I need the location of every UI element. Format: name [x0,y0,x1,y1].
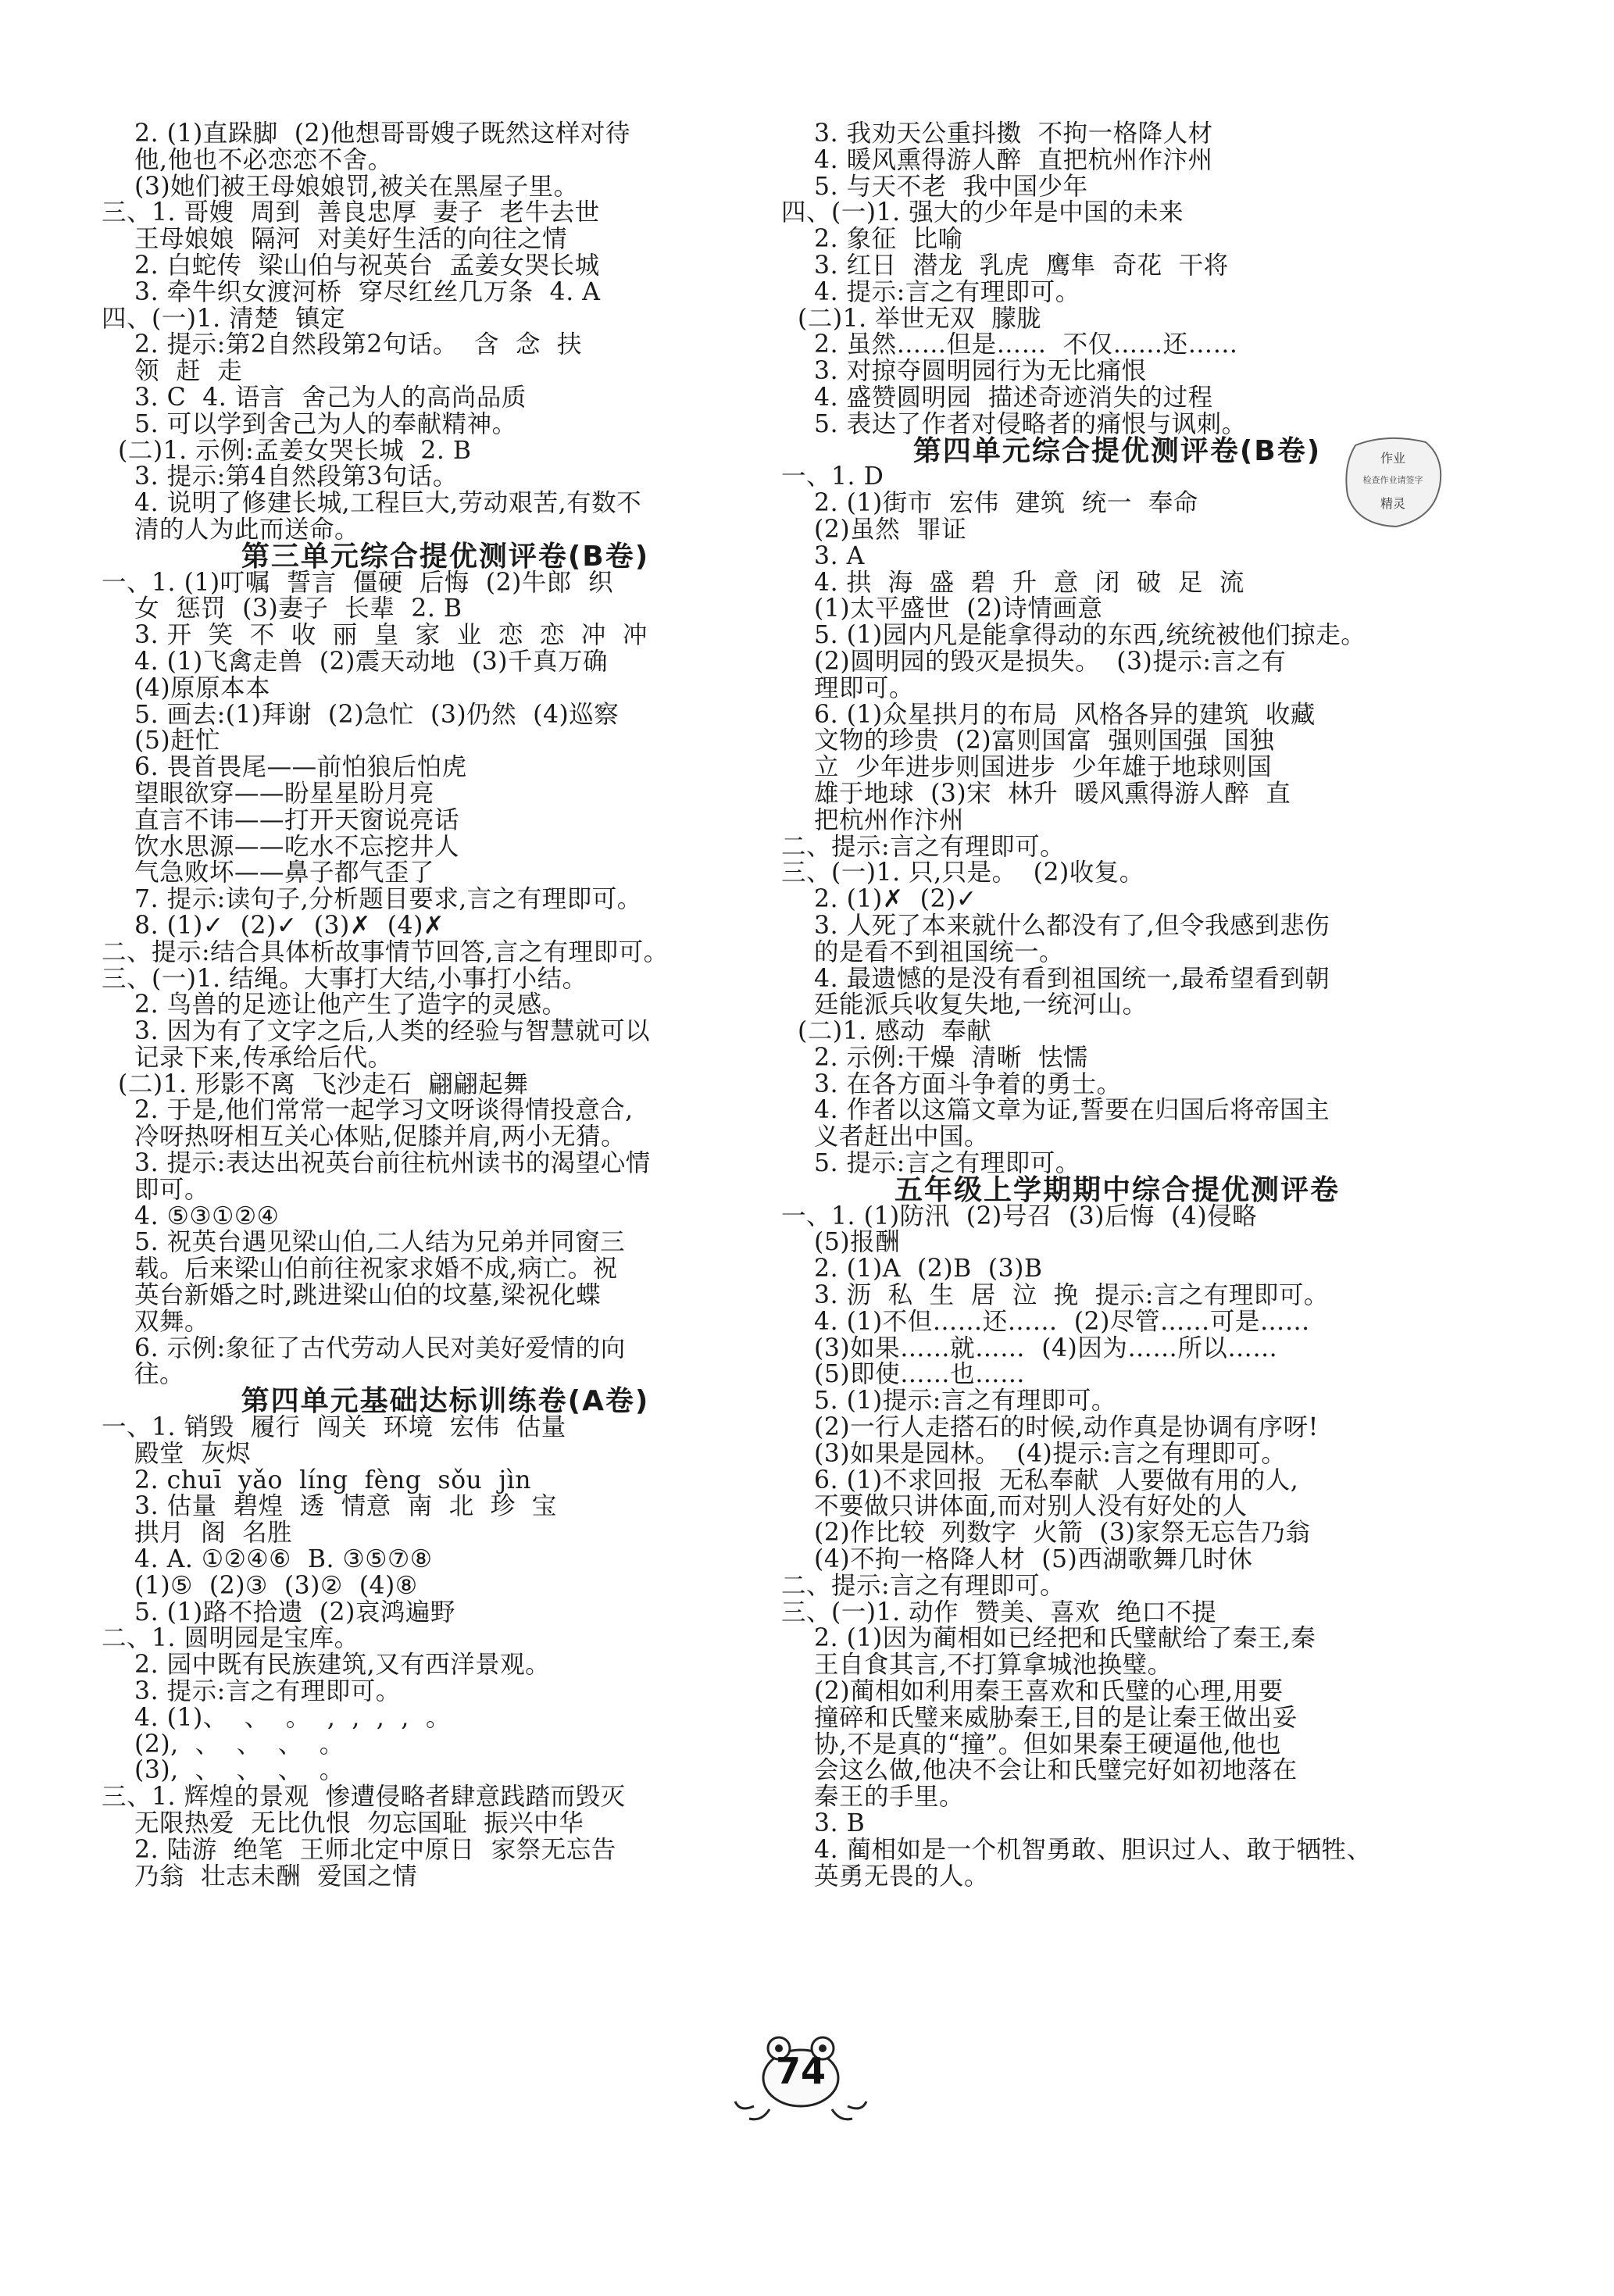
answer-line: 4. (1)飞禽走兽 (2)震天动地 (3)千真万确 [102,647,609,676]
answer-line: 一、1. (1)叮嘱 誓言 僵硬 后悔 (2)牛郎 织 [102,568,613,597]
answer-line: (2)作比较 列数字 火箭 (3)家祭无忘告乃翁 [781,1519,1311,1548]
answer-line: 3. 估量 碧煌 透 情意 南 北 珍 宝 [102,1492,557,1521]
answer-line: 4. 盛赞圆明园 描述奇迹消失的过程 [781,383,1213,412]
answer-line: 领 赶 走 [102,357,243,386]
answer-line: 2. 鸟兽的足迹让他产生了造字的灵感。 [102,991,567,1019]
answer-line: 三、(一)1. 只,只是。 (2)收复。 [781,859,1144,887]
answer-line: 撞碎和氏璧来威胁秦王,目的是让秦王做出妥 [781,1703,1298,1732]
answer-line: (5)赶忙 [102,727,221,755]
answer-line: 4. 拱 海 盛 碧 升 意 闭 破 足 流 [781,568,1244,597]
answer-line: (2)一行人走搭石的时候,动作真是协调有序呀! [781,1413,1319,1442]
answer-line: 5. 祝英台遇见梁山伯,二人结为兄弟并同窗三 [102,1228,626,1257]
answer-line: 8. (1)✓ (2)✓ (3)✗ (4)✗ [102,911,445,940]
answer-line: 会这么做,他决不会让和氏璧完好如初地落在 [781,1756,1298,1785]
left-column [102,121,758,1890]
answer-line: 4. 作者以这篇文章为证,誓要在归国后将帝国主 [781,1096,1330,1125]
answer-line: 雄于地球 (3)宋 林升 暖风熏得游人醉 直 [781,779,1291,808]
answer-line: 3. B [781,1809,866,1837]
answer-line: 殿堂 灰烬 [102,1439,252,1468]
stamp-bottom-text: 精灵 [1380,496,1406,511]
answer-line: 5. (1)路不拾遗 (2)哀鸿遍野 [102,1598,455,1626]
answer-line: 理即可。 [781,673,915,702]
answer-line: 3. 人死了本来就什么都没有了,但令我感到悲伤 [781,911,1330,940]
answer-line: 4. 暖风熏得游人醉 直把杭州作汴州 [781,145,1213,174]
answer-line: 2. 陆游 绝笔 王师北定中原日 家祭无忘告 [102,1835,616,1864]
answer-line: 廷能派兵收复失地,一统河山。 [781,991,1148,1019]
page-number: 74 [775,2050,826,2092]
section-heading: 第四单元综合提优测评卷(B卷) [912,434,1322,467]
answer-line: 3. 红日 潜龙 乳虎 鹰隼 奇花 干将 [781,251,1229,280]
section-heading: 第三单元综合提优测评卷(B卷) [241,540,650,573]
homework-stamp-icon [1340,431,1448,531]
stamp-top-text: 作业 [1380,451,1406,466]
answer-line: (4)原原本本 [102,673,271,702]
answer-line: (3), 、 、 、 。 [102,1756,345,1785]
right-column [781,121,1453,1890]
answer-line: 4. (1)、 、 。 , , , , 。 [102,1703,451,1732]
answer-line: 5. 与天不老 我中国少年 [781,172,1088,201]
answer-line: 7. 提示:读句子,分析题目要求,言之有理即可。 [102,885,642,914]
answer-line: 一、1. (1)防汛 (2)号召 (3)后悔 (4)侵略 [781,1202,1258,1230]
answer-line: (二)1. 形影不离 飞沙走石 翩翩起舞 [102,1069,529,1098]
answer-line: 三、(一)1. 动作 赞美、喜欢 绝口不提 [781,1598,1217,1626]
answer-line: 2. (1)✗ (2)✓ [781,885,977,914]
page-number-badge [730,2031,871,2125]
answer-line: 王母娘娘 隔河 对美好生活的向往之情 [102,225,568,254]
answer-line: 清的人为此而送命。 [102,515,360,544]
answer-line: 5. (1)园内凡是能拿得动的东西,统统被他们掠走。 [781,621,1366,650]
answer-line: 双舞。 [102,1307,210,1336]
answer-line: 三、1. 哥嫂 周到 善良忠厚 妻子 老牛去世 [102,198,600,227]
answer-line: 他,他也不必恋恋不舍。 [102,145,393,174]
answer-line: 3. 提示:言之有理即可。 [102,1677,401,1706]
answer-line: 6. 畏首畏尾——前怕狼后怕虎 [102,753,467,782]
answer-line: 把杭州作汴州 [781,805,965,834]
answer-line: 3. 我劝天公重抖擞 不拘一格降人材 [781,120,1213,148]
answer-line: 立 少年进步则国进步 少年雄于地球则国 [781,753,1273,782]
answer-line: 4. ⑤③①②④ [102,1202,280,1230]
answer-line: 4. 说明了修建长城,工程巨大,劳动艰苦,有数不 [102,489,642,518]
answer-line: (4)不拘一格降人材 (5)西湖歌舞几时休 [781,1545,1253,1574]
section-heading: 第四单元基础达标训练卷(A卷) [241,1385,650,1418]
answer-line: 不要做只讲体面,而对别人没有好处的人 [781,1492,1248,1521]
answer-line: 2. 提示:第2自然段第2句话。 含 念 扶 [102,330,582,359]
answer-line: 秦王的手里。 [781,1783,965,1812]
answer-line: 二、提示:言之有理即可。 [781,1571,1066,1600]
answer-line: 文物的珍贵 (2)富则国富 强则国强 国独 [781,727,1275,755]
answer-line: (5)报酬 [781,1228,901,1257]
answer-line: (3)她们被王母娘娘罚,被关在黑屋子里。 [102,172,579,201]
answer-line: 望眼欲穿——盼星星盼月亮 [102,779,435,808]
answer-line: 3. 沥 私 生 居 泣 挽 提示:言之有理即可。 [781,1281,1329,1310]
answer-line: 英台新婚之时,跳进梁山伯的坟墓,梁祝化蝶 [102,1281,602,1310]
answer-line: 乃翁 壮志未酬 爱国之情 [102,1862,418,1891]
answer-line: 2. (1)A (2)B (3)B [781,1255,1043,1284]
answer-line: (2), 、 、 、 。 [102,1730,345,1759]
answer-line: 三、(一)1. 结绳。大事打大结,小事打小结。 [102,964,587,993]
answer-line: 3. 牵牛织女渡河桥 穿尽红丝几万条 4. A [102,277,601,306]
answer-line: 5. 表达了作者对侵略者的痛恨与讽刺。 [781,409,1247,438]
answer-line: 2. 白蛇传 梁山伯与祝英台 孟姜女哭长城 [102,251,600,280]
answer-line: (3)如果是园林。 (4)提示:言之有理即可。 [781,1439,1287,1468]
answer-line: 4. 蔺相如是一个机智勇敢、胆识过人、敢于牺牲、 [781,1835,1372,1864]
answer-line: 4. 提示:言之有理即可。 [781,277,1080,306]
answer-line: 4. A. ①②④⑥ B. ③⑤⑦⑧ [102,1545,433,1574]
answer-line: 拱月 阁 名胜 [102,1519,293,1548]
answer-line: 女 惩罚 (3)妻子 长辈 2. B [102,595,462,623]
answer-line: 3. 开 笑 不 收 丽 皇 家 业 恋 恋 冲 冲 [102,621,648,650]
answer-line: 二、1. 圆明园是宝库。 [102,1624,359,1653]
answer-line: 无限热爱 无比仇恨 勿忘国耻 振兴中华 [102,1809,584,1837]
answer-line: (2)圆明园的毁灭是损失。 (3)提示:言之有 [781,647,1287,676]
answer-line: 2. (1)街市 宏伟 建筑 统一 奉命 [781,489,1198,518]
answer-line: 三、1. 辉煌的景观 惨遭侵略者肆意践踏而毁灭 [102,1783,626,1812]
answer-line: 6. (1)众星拱月的布局 风格各异的建筑 收藏 [781,700,1316,729]
answer-line: (二)1. 示例:孟姜女哭长城 2. B [102,436,472,465]
answer-line: 2. chuī yǎo líng fèng sǒu jìn [102,1466,531,1494]
answer-line: 英勇无畏的人。 [781,1862,990,1891]
answer-line: 2. (1)直跺脚 (2)他想哥哥嫂子既然这样对待 [102,120,630,148]
answer-line: 3. 在各方面斗争着的勇士。 [781,1069,1122,1098]
answer-line: 饮水思源——吃水不忘挖井人 [102,832,460,861]
answer-line: 5. 提示:言之有理即可。 [781,1149,1080,1178]
answer-line: 协,不是真的“撞”。但如果秦王硬逼他,他也 [781,1730,1282,1759]
answer-line: 3. 对掠夺圆明园行为无比痛恨 [781,357,1147,386]
answer-line: 3. A [781,541,865,570]
answer-line: 6. 示例:象征了古代劳动人民对美好爱情的向 [102,1334,626,1362]
answer-line: (二)1. 感动 奉献 [781,1017,992,1046]
answer-line: 二、提示:结合具体析故事情节回答,言之有理即可。 [102,937,669,966]
answer-line: 2. 园中既有民族建筑,又有西洋景观。 [102,1651,551,1680]
answer-line: 一、1. D [781,462,884,491]
answer-line: 往。 [102,1360,185,1389]
answer-line: (1)太平盛世 (2)诗情画意 [781,595,1103,623]
answer-line: 2. 虽然……但是…… 不仅……还…… [781,330,1238,359]
answer-line: 6. (1)不求回报 无私奉献 人要做有用的人, [781,1466,1299,1494]
answer-line: 2. 象征 比喻 [781,225,963,254]
section-heading: 五年级上学期期中综合提优测评卷 [894,1173,1340,1206]
answer-line: (5)即使……也…… [781,1360,1026,1389]
answer-line: 5. 画去:(1)拜谢 (2)急忙 (3)仍然 (4)巡察 [102,700,620,729]
answer-line: 四、(一)1. 清楚 镇定 [102,304,346,333]
answer-line: 冷呀热呀相互关心体贴,促膝并肩,两小无猜。 [102,1123,627,1152]
answer-line: (2)虽然 罪证 [781,515,967,544]
answer-line: 5. 可以学到舍己为人的奉献精神。 [102,409,517,438]
answer-line: 气急败坏——鼻子都气歪了 [102,859,435,887]
answer-line: (2)蔺相如利用秦王喜欢和氏璧的心理,用要 [781,1677,1284,1706]
answer-line: (3)如果……就…… (4)因为……所以…… [781,1334,1278,1362]
answer-line: 3. 因为有了文字之后,人类的经验与智慧就可以 [102,1017,651,1046]
answer-line: 王自食其言,不打算拿城池换璧。 [781,1651,1173,1680]
answer-line: 2. (1)因为蔺相如已经把和氏璧献给了秦王,秦 [781,1624,1316,1653]
answer-line: 一、1. 销毁 履行 闯关 环境 宏伟 估量 [102,1413,566,1442]
answer-line: 2. 于是,他们常常一起学习文呀谈得情投意合, [102,1096,634,1125]
answer-line: 二、提示:言之有理即可。 [781,832,1066,861]
answer-line: 直言不讳——打开天窗说亮话 [102,805,460,834]
answer-line: 四、(一)1. 强大的少年是中国的未来 [781,198,1184,227]
answer-line: 3. 提示:第4自然段第3句话。 [102,462,458,491]
answer-line: 即可。 [102,1175,210,1204]
stamp-middle-text: 检查作业请签字 [1362,475,1423,485]
answer-line: 3. C 4. 语言 舍己为人的高尚品质 [102,383,527,412]
answer-line: (二)1. 举世无双 朦胧 [781,304,1042,333]
answer-line: 3. 提示:表达出祝英台前往杭州读书的渴望心情 [102,1149,651,1178]
answer-line: 2. 示例:干燥 清晰 怯懦 [781,1043,1088,1072]
answer-line: 4. (1)不但……还…… (2)尽管……可是…… [781,1307,1310,1336]
answer-line: 4. 最遗憾的是没有看到祖国统一,最希望看到朝 [781,964,1330,993]
answer-line: 5. (1)提示:言之有理即可。 [781,1387,1116,1416]
answer-line: 载。后来梁山伯前往祝家求婚不成,病亡。祝 [102,1255,618,1284]
answer-line: 义者赶出中国。 [781,1123,990,1152]
answer-line: (1)⑤ (2)③ (3)② (4)⑧ [102,1571,418,1600]
answer-line: 记录下来,传承给后代。 [102,1043,393,1072]
answer-line: 的是看不到祖国统一。 [781,937,1065,966]
